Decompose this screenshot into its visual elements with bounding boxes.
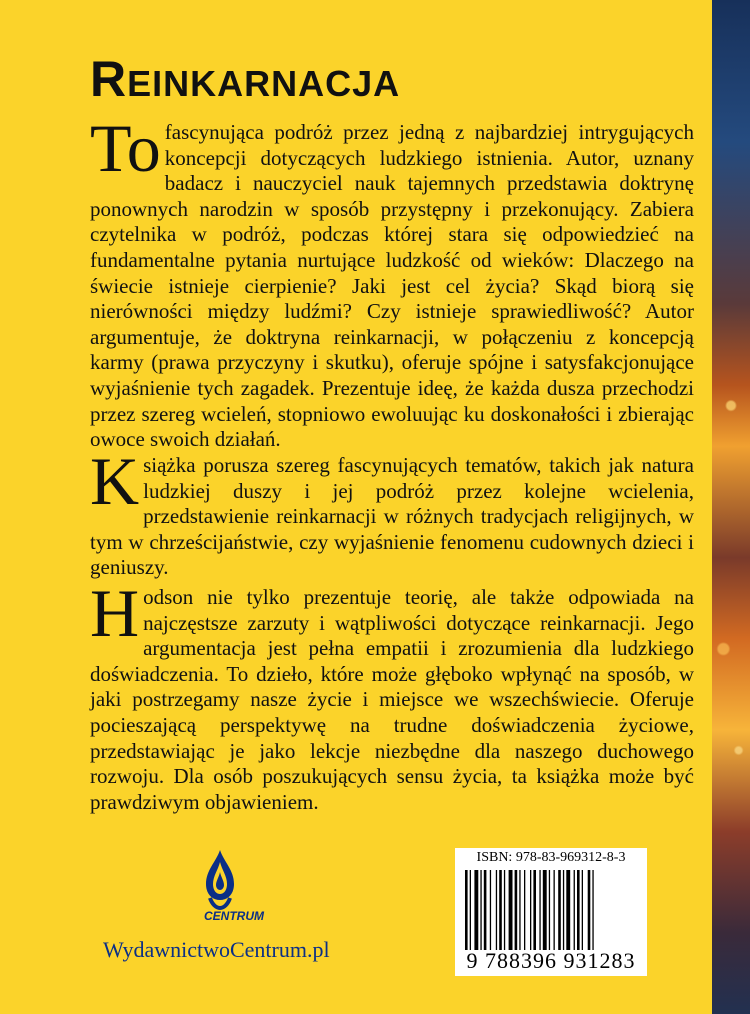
isbn-label: ISBN: 978-83-969312-8-3 [476, 850, 626, 865]
paragraph-text: odson nie tylko prezentuje teorię, ale także odpowiada na najczęstsze zarzuty i wątpliwości dotyczące reinkarnacji. Jego argumentacja jest pełna empatii i zrozumienia dla ludzkiego doświadczenia. To dzieło, które może głęboko wpłynąć na sposób, w jaki postrzegamy nasze życie i miejsce we wszechświecie. Oferuje pocieszającą perspektywę na trudne doświadczenia życiowe, przedstawiając je jako lekcje niezbędne dla naszego duchowego rozwoju. Dla osób poszukujących sensu życia, ta książka może być prawdziwym objawieniem. [90, 585, 694, 814]
blurb-paragraph-1 [90, 110, 694, 453]
drop-cap: K [90, 443, 140, 519]
paragraph-text: fascynująca podróż przez jedną z najbardziej intrygujących koncepcji dotyczących ludzkiego istnienia. Autor, uznany badacz i nauczyciel nauk tajemnych przedstawia doktrynę ponownych narodzin w sposób przystępny i przekonujący. Zabiera czytelnika w podróż, podczas której stara się odpowiedzieć na fundamentalne pytania nurtujące ludzkość od wieków: Dlaczego na świecie istnieje cierpienie? Jaki jest cel życia? Skąd biorą się nierówności między ludźmi? Czy istnieje sprawiedliwość? Autor argumentuje, że doktryna reinkarnacji, w połączeniu z koncepcją karmy (prawa przyczyny i skutku), oferuje spójne i satysfakcjonujące wyjaśnienie tych zagadek. Prezentuje ideę, że każda dusza przechodzi przez szereg wcieleń, stopniowo ewoluując ku doskonałości i zbierając owoce swoich działań. [90, 120, 694, 452]
paragraph-text: siążka porusza szereg fascynujących tematów, takich jak natura ludzkiej duszy i jej podróż przez kolejne wcielenia, przedstawienie reinkarnacji w różnych tradycjach religijnych, w tym w chrześcijaństwie, czy wyjaśnienie fenomenu cudownych dzieci i geniuszy. [90, 453, 694, 580]
drop-cap: To [90, 110, 161, 186]
book-title: REINKARNACJA [90, 51, 401, 107]
cover-art-edge [712, 0, 750, 1014]
drop-cap: H [90, 575, 140, 651]
blurb-paragraph-3 [90, 575, 694, 815]
isbn-barcode [455, 848, 647, 976]
barcode-bars [465, 870, 637, 950]
blurb-paragraph-2 [90, 443, 694, 581]
barcode-digits: 9 788396 931283 [466, 948, 636, 973]
logo-label: CENTRUM [204, 909, 264, 923]
publisher-website: WydawnictwoCentrum.pl [103, 937, 330, 962]
